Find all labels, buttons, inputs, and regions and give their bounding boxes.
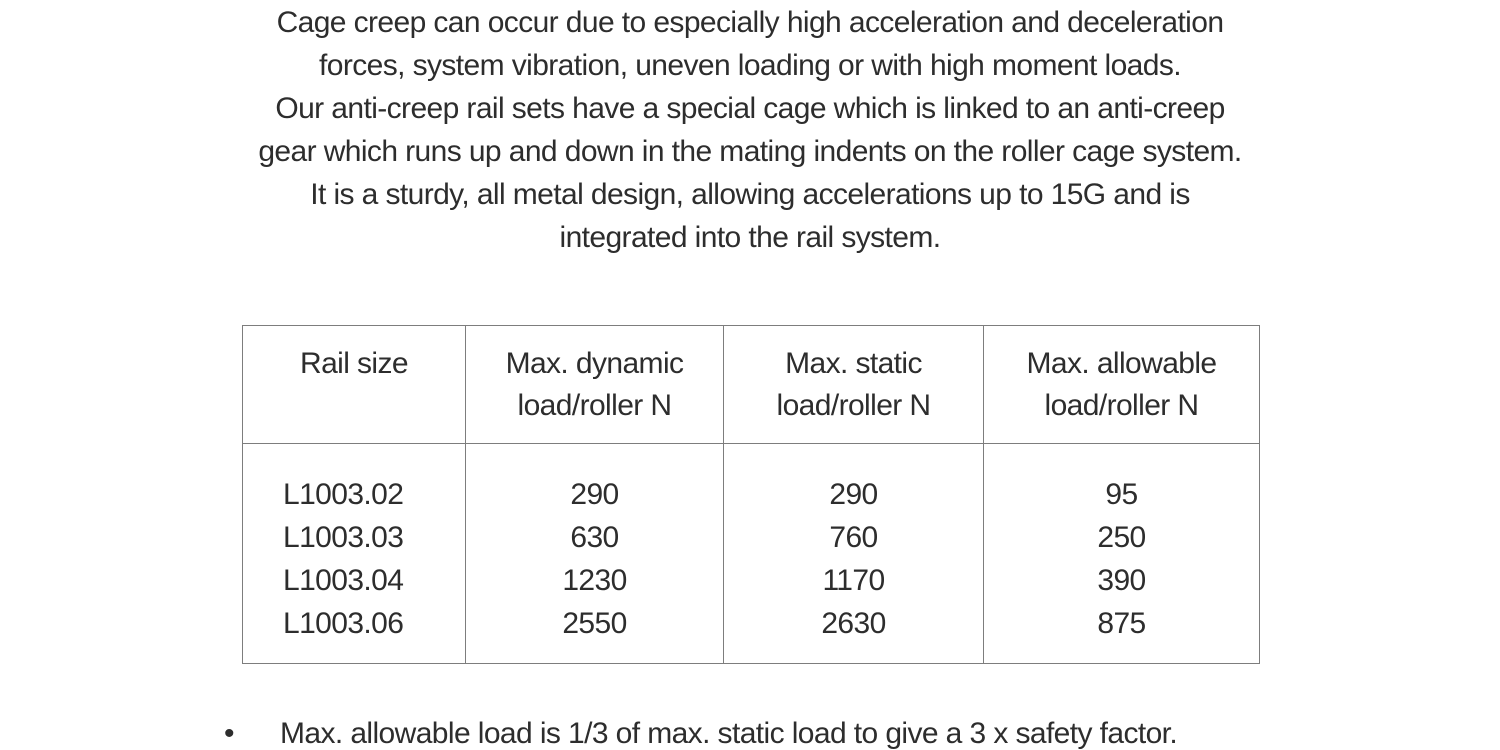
- column-header-max-dynamic-load: [466, 326, 724, 444]
- cell-static-load: 2630: [724, 602, 984, 664]
- cell-dynamic-load: 630: [466, 516, 724, 559]
- header-line: Max. allowable: [1026, 347, 1217, 380]
- table-header: [243, 326, 1260, 444]
- cell-dynamic-load: 290: [466, 444, 724, 517]
- table-body: [243, 444, 1260, 664]
- cell-rail-size: L1003.06: [243, 602, 466, 664]
- intro-line-4: gear which runs up and down in the mating indents on the roller cage system.: [258, 135, 1242, 168]
- table-header-row: [243, 326, 1260, 444]
- header-line: load/roller N: [1044, 389, 1199, 422]
- cell-allowable-load: 95: [984, 444, 1260, 517]
- header-line: load/roller N: [776, 389, 931, 422]
- footnote: [224, 712, 1177, 750]
- cell-rail-size: L1003.03: [243, 516, 466, 559]
- intro-paragraph: [0, 1, 1500, 259]
- intro-line-3: Our anti-creep rail sets have a special cage which is linked to an anti-creep: [275, 92, 1225, 125]
- cell-static-load: 290: [724, 444, 984, 517]
- table-row-l1003-04: [243, 559, 1260, 602]
- bullet-icon: •: [224, 717, 234, 750]
- intro-line-6: integrated into the rail system.: [559, 221, 941, 254]
- load-ratings-table: [242, 325, 1260, 664]
- intro-line-1: Cage creep can occur due to especially high acceleration and deceleration: [276, 6, 1224, 39]
- cell-static-load: 1170: [724, 559, 984, 602]
- table-row-l1003-06: [243, 602, 1260, 664]
- column-header-max-static-load: [724, 326, 984, 444]
- column-header-max-allowable-load: [984, 326, 1260, 444]
- header-line: Max. dynamic: [505, 347, 684, 380]
- cell-dynamic-load: 1230: [466, 559, 724, 602]
- header-line: Rail size: [300, 347, 408, 380]
- cell-rail-size: L1003.04: [243, 559, 466, 602]
- table-row-l1003-02: [243, 444, 1260, 517]
- header-line: Max. static: [785, 347, 922, 380]
- table-row-l1003-03: [243, 516, 1260, 559]
- footnote-text: Max. allowable load is 1/3 of max. static load to give a 3 x safety factor.: [280, 717, 1178, 750]
- cell-static-load: 760: [724, 516, 984, 559]
- intro-line-2: forces, system vibration, uneven loading or with high moment loads.: [319, 49, 1181, 82]
- column-header-rail-size: [243, 326, 466, 444]
- cell-rail-size: L1003.02: [243, 444, 466, 517]
- cell-allowable-load: 875: [984, 602, 1260, 664]
- cell-allowable-load: 250: [984, 516, 1260, 559]
- cell-allowable-load: 390: [984, 559, 1260, 602]
- cell-dynamic-load: 2550: [466, 602, 724, 664]
- intro-line-5: It is a sturdy, all metal design, allowing accelerations up to 15G and is: [310, 178, 1190, 211]
- header-line: load/roller N: [517, 389, 672, 422]
